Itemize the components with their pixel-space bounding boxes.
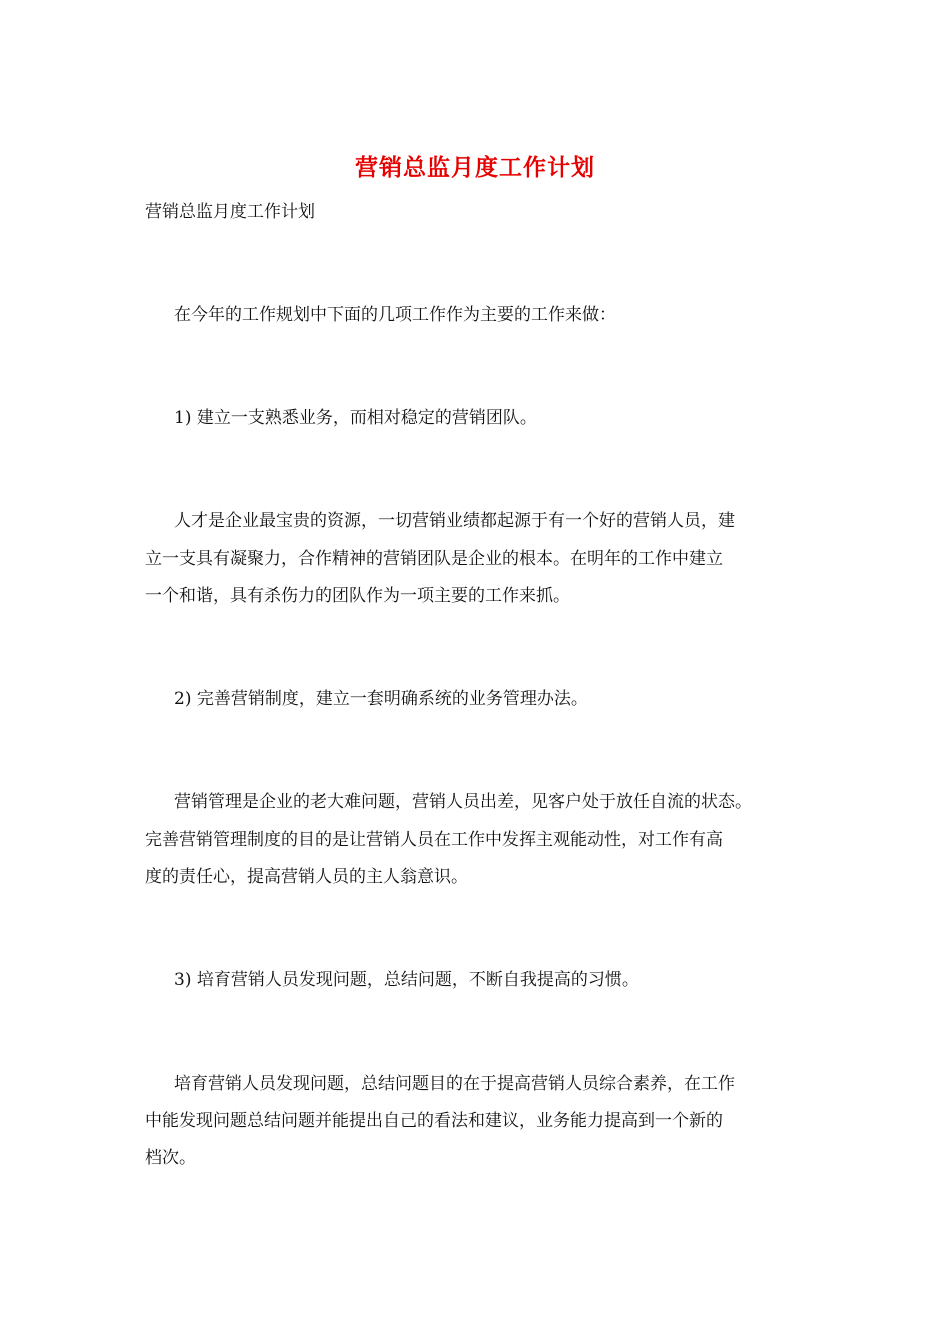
item3-body-line: 中能发现问题总结问题并能提出自己的看法和建议，业务能力提高到一个新的 [145,1111,723,1131]
item1-heading: 1) 建立一支熟悉业务，而相对稳定的营销团队。 [174,408,537,428]
item2-body-line: 完善营销管理制度的目的是让营销人员在工作中发挥主观能动性，对工作有高 [145,830,723,850]
item2-body-line: 营销管理是企业的老大难问题，营销人员出差，见客户处于放任自流的状态。 [174,792,752,812]
intro-paragraph: 在今年的工作规划中下面的几项工作作为主要的工作来做： [174,305,616,325]
item1-body-line: 一个和谐，具有杀伤力的团队作为一项主要的工作来抓。 [145,586,570,606]
document-subtitle: 营销总监月度工作计划 [145,202,315,222]
document-title: 营销总监月度工作计划 [355,154,595,181]
item2-body-line: 度的责任心，提高营销人员的主人翁意识。 [145,867,468,887]
item3-body-line: 档次。 [145,1148,196,1168]
item2-heading: 2) 完善营销制度，建立一套明确系统的业务管理办法。 [174,689,588,709]
item1-body-line: 立一支具有凝聚力，合作精神的营销团队是企业的根本。在明年的工作中建立 [145,549,723,569]
item3-body-line: 培育营销人员发现问题，总结问题目的在于提高营销人员综合素养，在工作 [174,1074,735,1094]
item1-body-line: 人才是企业最宝贵的资源，一切营销业绩都起源于有一个好的营销人员，建 [174,511,735,531]
item3-heading: 3) 培育营销人员发现问题，总结问题，不断自我提高的习惯。 [174,970,639,990]
